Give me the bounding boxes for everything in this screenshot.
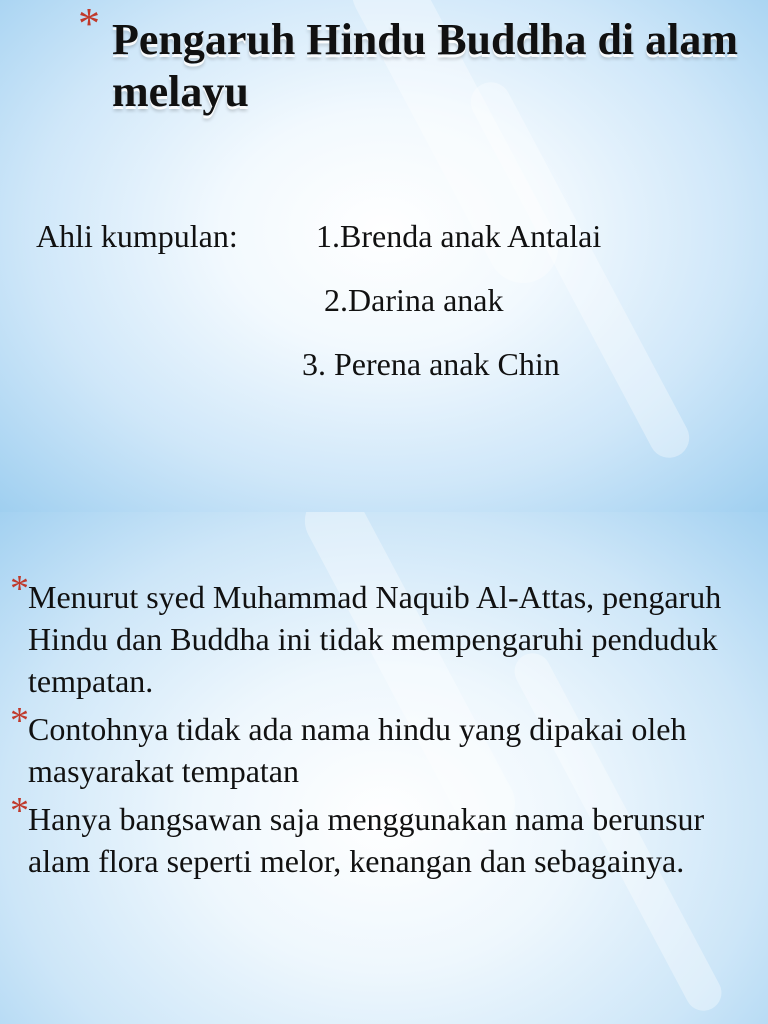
slide-2 — [0, 512, 768, 1024]
member-3: 3. Perena anak Chin — [302, 346, 560, 382]
bullet-item — [0, 790, 768, 882]
bullet-star-icon: * — [10, 700, 29, 742]
slide-title: Pengaruh Hindu Buddha di alam melayu — [112, 15, 739, 116]
members-label: Ahli kumpulan: — [36, 218, 238, 254]
bullet-item — [0, 568, 768, 702]
member-1: 1.Brenda anak Antalai — [316, 218, 602, 254]
member-2: 2.Darina anak — [324, 282, 504, 318]
bullet-text: Menurut syed Muhammad Naquib Al-Attas, pengaruh Hindu dan Buddha ini tidak mempengaruhi penduduk tempatan. — [28, 579, 722, 699]
bullet-list — [0, 568, 768, 888]
bullet-star-icon: * — [10, 568, 29, 610]
bullet-item — [0, 700, 768, 792]
bullet-star-icon: * — [10, 790, 29, 832]
title-star-icon: * — [78, 0, 100, 48]
bullet-text: Contohnya tidak ada nama hindu yang dipakai oleh masyarakat tempatan — [28, 711, 687, 789]
bullet-text: Hanya bangsawan saja menggunakan nama berunsur alam flora seperti melor, kenangan dan sebagainya. — [28, 801, 705, 879]
